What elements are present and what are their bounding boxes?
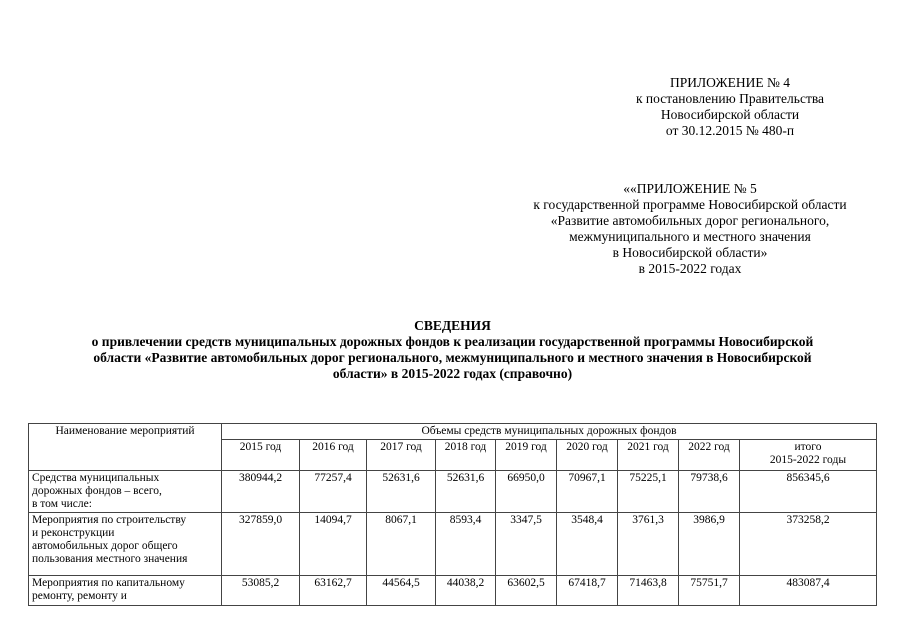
table-row [29, 513, 877, 576]
value-cell: 3761,3 [618, 513, 679, 576]
total-cell: 373258,2 [740, 513, 877, 576]
row-name-line: пользования местного значения [32, 553, 188, 565]
row-name-line: автомобильных дорог общего [32, 540, 178, 552]
appendix-line: «Развитие автомобильных дорог регионального, [550, 213, 830, 228]
table-row [29, 471, 877, 513]
appendix-4-header [590, 75, 870, 139]
row-name [29, 576, 222, 606]
row-name-line: дорожных фондов – всего, [32, 485, 162, 497]
total-header [740, 440, 877, 471]
appendix-line: Новосибирской области [660, 107, 800, 122]
value-cell: 70967,1 [557, 471, 618, 513]
value-cell: 75225,1 [618, 471, 679, 513]
value-cell: 8593,4 [436, 513, 496, 576]
title-heading: СВЕДЕНИЯ [414, 318, 491, 333]
row-name [29, 513, 222, 576]
appendix-line: в Новосибирской области» [612, 245, 768, 260]
value-cell: 79738,6 [679, 471, 740, 513]
row-name-line: Средства муниципальных [32, 472, 160, 484]
value-cell: 327859,0 [222, 513, 300, 576]
value-cell: 66950,0 [496, 471, 557, 513]
title-line: о привлечении средств муниципальных дорожных фондов к реализации государственной программы Новосибирской [91, 334, 814, 349]
value-cell: 77257,4 [300, 471, 367, 513]
year-header: 2017 год [367, 440, 436, 471]
row-name [29, 471, 222, 513]
value-cell: 53085,2 [222, 576, 300, 606]
total-header-line: итого [794, 441, 822, 454]
appendix-line: ««ПРИЛОЖЕНИЕ № 5 [623, 181, 757, 196]
year-header: 2019 год [496, 440, 557, 471]
appendix-line: ПРИЛОЖЕНИЕ № 4 [669, 75, 791, 90]
row-name-line: и реконструкции [32, 527, 115, 539]
appendix-5-header [500, 181, 880, 277]
value-cell: 75751,7 [679, 576, 740, 606]
total-cell: 856345,6 [740, 471, 877, 513]
value-cell: 52631,6 [367, 471, 436, 513]
year-header: 2022 год [679, 440, 740, 471]
value-cell: 380944,2 [222, 471, 300, 513]
value-cell: 8067,1 [367, 513, 436, 576]
col-header-name: Наименование мероприятий [29, 424, 222, 471]
appendix-line: к постановлению Правительства [635, 91, 825, 106]
title-line: области» в 2015-2022 годах (справочно) [332, 366, 573, 381]
value-cell: 44038,2 [436, 576, 496, 606]
group-header: Объемы средств муниципальных дорожных фондов [222, 424, 877, 440]
table-row [29, 576, 877, 606]
funds-table [28, 423, 877, 606]
appendix-line: в 2015-2022 годах [638, 261, 742, 276]
value-cell: 3347,5 [496, 513, 557, 576]
value-cell: 14094,7 [300, 513, 367, 576]
title-line: области «Развитие автомобильных дорог регионального, межмуниципального и местного значения в Новосибирской [93, 350, 812, 365]
header-row [29, 424, 877, 440]
value-cell: 67418,7 [557, 576, 618, 606]
row-name-line: Мероприятия по капитальному [32, 577, 185, 589]
appendix-line: межмуниципального и местного значения [569, 229, 811, 244]
document-title [20, 318, 885, 382]
year-header: 2021 год [618, 440, 679, 471]
row-name-line: в том числе: [32, 498, 92, 510]
row-name-line: Мероприятия по строительству [32, 514, 187, 526]
value-cell: 3986,9 [679, 513, 740, 576]
year-header: 2016 год [300, 440, 367, 471]
appendix-line: к государственной программе Новосибирской области [533, 197, 847, 212]
year-header: 2018 год [436, 440, 496, 471]
total-cell: 483087,4 [740, 576, 877, 606]
value-cell: 71463,8 [618, 576, 679, 606]
value-cell: 63162,7 [300, 576, 367, 606]
year-header: 2020 год [557, 440, 618, 471]
total-header-line: 2015-2022 годы [769, 454, 847, 467]
value-cell: 52631,6 [436, 471, 496, 513]
value-cell: 63602,5 [496, 576, 557, 606]
appendix-line: от 30.12.2015 № 480-п [665, 123, 795, 138]
year-header: 2015 год [222, 440, 300, 471]
value-cell: 3548,4 [557, 513, 618, 576]
value-cell: 44564,5 [367, 576, 436, 606]
row-name-line: ремонту, ремонту и [32, 590, 127, 602]
